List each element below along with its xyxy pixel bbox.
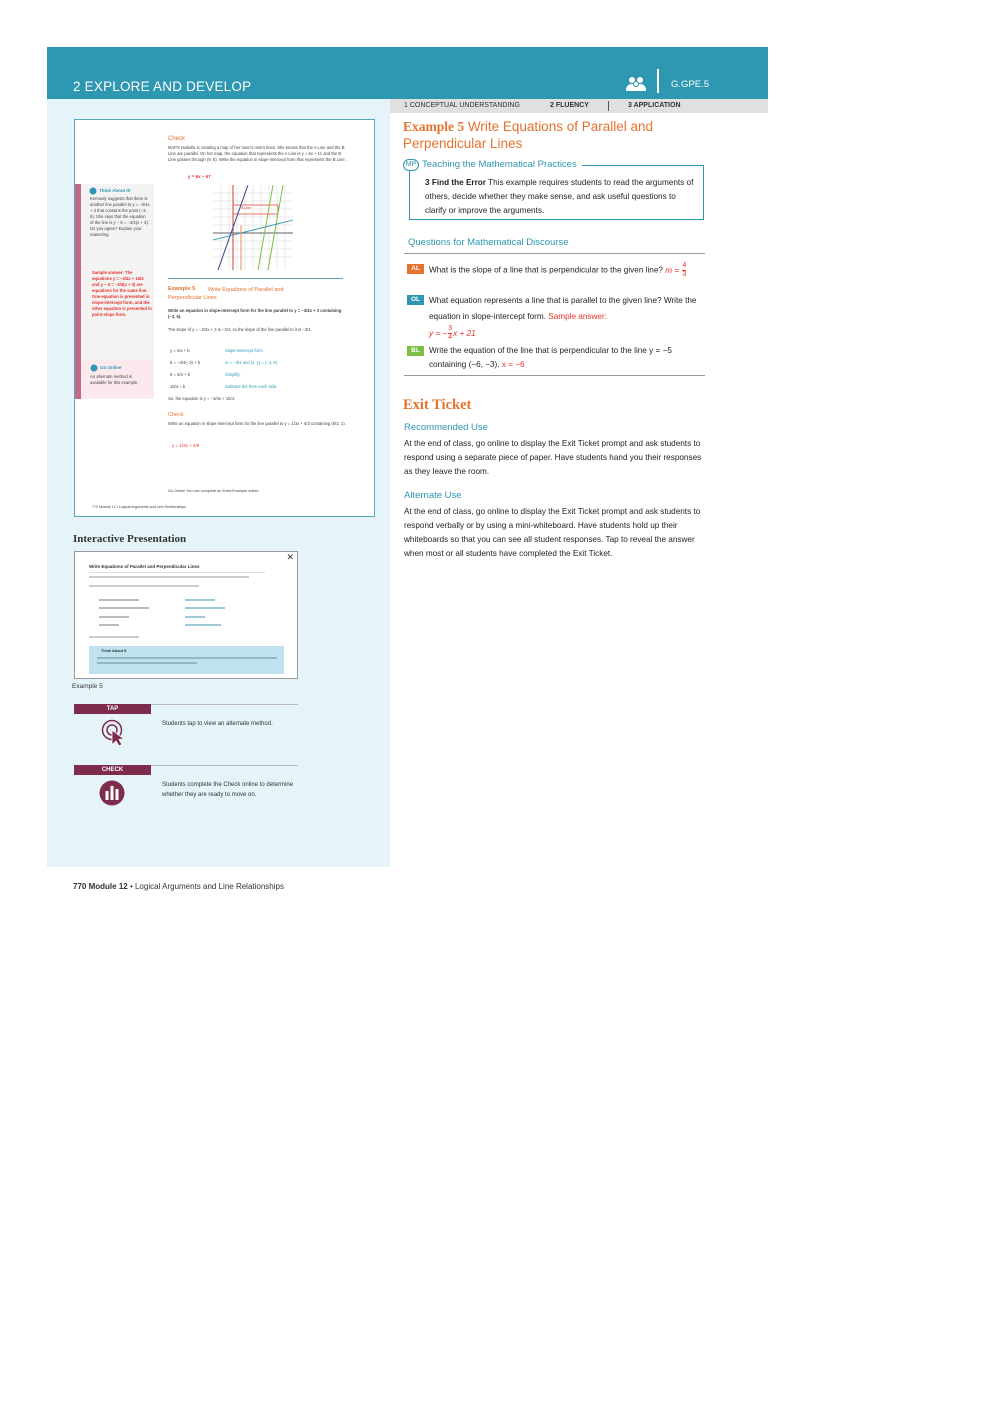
question-ol xyxy=(429,293,701,342)
question-bl-answer: x = −6 xyxy=(501,360,525,369)
ip-step-line xyxy=(185,599,215,601)
fraction-numerator: 4 xyxy=(682,262,687,269)
tab-fluency: 2 FLUENCY xyxy=(550,102,589,109)
check-rule xyxy=(151,765,298,766)
thumb-step-reason: m = −3/4 and (x, y) = (−3, 6) xyxy=(225,360,278,365)
ip-text-line xyxy=(89,636,139,638)
thumb-sample-answer: Sample answer: The equations y = −3/4x + 15/4 and y − 6 = −3/4(x + 3) are equations for the same line. One equation is presented in slope-intercept form, and the other equation is presented in point-slope form. xyxy=(92,270,152,317)
thumb-check2-answer: y = 1/3x + 4/9 xyxy=(172,443,200,448)
answer-fraction xyxy=(682,262,686,279)
level-badge-al: AL xyxy=(407,264,424,274)
thumb-step-reason: Slope-intercept form xyxy=(225,348,263,353)
ip-step-line xyxy=(99,616,129,618)
tab-separator xyxy=(608,101,609,111)
exit-ticket-title: Exit Ticket xyxy=(403,397,472,413)
footer-module: Module 12 xyxy=(88,882,128,891)
find-the-error-label: 3 Find the Error xyxy=(425,178,486,187)
thumb-check-label: Check xyxy=(168,136,186,142)
teaching-practices-heading xyxy=(403,159,582,171)
level-badge-bl: BL xyxy=(407,346,424,356)
recommended-use-heading: Recommended Use xyxy=(404,422,488,433)
ip-step-line xyxy=(185,616,205,618)
thumb-conclusion: So, the equation is y = −3/4x + 15/4. xyxy=(168,396,236,401)
question-bl xyxy=(429,344,701,372)
tap-rule xyxy=(151,704,298,705)
sample-answer-label: Sample answer: xyxy=(548,312,607,321)
thumb-divider xyxy=(168,278,343,279)
question-al-answer xyxy=(665,262,687,278)
standard-code: G.GPE.5 xyxy=(671,79,710,90)
thumb-example-title: Write Equations of Parallel and Perpendicular Lines xyxy=(168,287,284,301)
thumb-step-reason: Subtract 9/4 from each side. xyxy=(225,384,278,389)
thumb-think-text: Kennedy suggests that there is another line parallel to y = −3/4x + 3 that contains the point (−3, 6). She says that the equation of the line is y − 6 = −3/4(x + 3). Do you agree? Explain your reasoning. xyxy=(90,196,150,237)
thumb-graph-label: B Line xyxy=(241,206,251,210)
discourse-bottom-rule xyxy=(404,375,705,376)
tap-label: TAP xyxy=(74,704,151,714)
fraction-denominator: 3 xyxy=(682,271,687,278)
thumb-check2-label: Check xyxy=(168,412,184,418)
recommended-use-text: At the end of class, go online to display the Exit Ticket prompt and ask students to respond using a separate piece of paper. Have students hand you their responses as they leave the room. xyxy=(404,439,702,476)
thumb-example-label: Example 5 xyxy=(168,286,196,292)
fraction-denominator: 4 xyxy=(448,334,453,341)
fraction-numerator: 3 xyxy=(448,325,453,332)
thumb-go-online-text: An alternate method is available for this example. xyxy=(90,374,139,385)
ip-think-line xyxy=(97,662,197,664)
level-badge-ol: OL xyxy=(407,295,424,305)
thumb-step-eq: 6 = 9/4 + b xyxy=(170,372,191,377)
question-al-text: What is the slope of a line that is perpendicular to the given line? xyxy=(429,265,663,275)
example-title: Write Equations of Parallel and Perpendicular Lines xyxy=(403,119,654,151)
thumb-go-online-extra: Go Online You can complete an Extra Example online. xyxy=(168,489,260,493)
thumb-think-label: Think About It! xyxy=(99,188,131,193)
example-heading xyxy=(403,118,703,152)
ip-step-line xyxy=(185,624,221,626)
ip-think-line xyxy=(97,657,277,659)
alternate-use-text: At the end of class, go online to display the Exit Ticket prompt and ask students to respond verbally or by using a mini-whiteboard. Have students hold up their whiteboards so that you can see all student responses. Tap to reveal the answer when most or all students have completed the Exit Ticket. xyxy=(404,507,701,558)
student-page-thumbnail xyxy=(74,119,375,517)
thumb-prompt: Write an equation in slope-intercept form for the line parallel to y = −3/4x + 3 containing (−3, 6). xyxy=(168,308,342,319)
thumb-go-online: Go Online xyxy=(100,365,122,370)
thumb-step-eq: 15/4 = b xyxy=(170,384,186,389)
tap-description: Students tap to view an alternate method. xyxy=(162,721,273,727)
ip-text-line xyxy=(89,585,199,587)
rigor-tabs xyxy=(390,99,768,113)
check-label: CHECK xyxy=(74,765,151,775)
answer-part: x + 21 xyxy=(453,328,476,338)
tap-cursor-icon xyxy=(101,719,126,746)
ip-caption: Example 5 xyxy=(72,683,103,690)
answer-part: y = − xyxy=(429,328,448,338)
teaching-practices-text xyxy=(425,176,697,218)
footer-title: Logical Arguments and Line Relationships xyxy=(134,882,284,891)
question-ol-answer xyxy=(429,325,476,341)
thumb-step-reason: Simplify. xyxy=(225,372,241,377)
tab-conceptual: 1 CONCEPTUAL UNDERSTANDING xyxy=(404,102,520,109)
section-header-bar xyxy=(47,47,768,99)
answer-fraction xyxy=(448,325,452,342)
thumb-check-text: MAPS Isabella is creating a map of her town's metro lines. She knows that the A Line and the B Line are parallel. On her map, the equation that represents the A Line is y = 6x + 11 and the B Line passes through (9, 5). Write the equation in slope-intercept form that represents the B Line. xyxy=(168,145,346,162)
group-people-icon xyxy=(625,75,647,93)
ip-step-line xyxy=(185,607,225,609)
thumb-step-eq: 6 = −3/4(−3) + b xyxy=(170,360,201,365)
discourse-heading: Questions for Mathematical Discourse xyxy=(408,237,569,248)
answer-prefix: m = xyxy=(665,265,680,275)
close-icon[interactable]: ✕ xyxy=(286,552,294,562)
header-divider xyxy=(657,69,659,93)
tab-application: 3 APPLICATION xyxy=(628,102,681,109)
page-footer xyxy=(73,882,284,891)
thumb-footer: 770 Module 12 • Logical Arguments and Line Relationships xyxy=(92,505,186,509)
footer-bullet: • xyxy=(129,882,135,891)
ip-step-line xyxy=(99,607,149,609)
teaching-practices-title: Teaching the Mathematical Practices xyxy=(422,159,577,170)
section-title: 2 EXPLORE AND DEVELOP xyxy=(73,79,252,94)
ip-text-line xyxy=(89,576,249,578)
mp-badge-icon: MP xyxy=(403,159,419,171)
think-icon xyxy=(89,187,97,195)
interactive-presentation-preview[interactable] xyxy=(74,551,298,679)
thumb-check2-text: Write an equation in slope-intercept form for the line parallel to y = 1/3x + 5/3 containing (5/3, 1). xyxy=(168,421,346,426)
alternate-use-heading: Alternate Use xyxy=(404,490,462,501)
interactive-presentation-title: Interactive Presentation xyxy=(73,533,187,545)
thumb-graph xyxy=(213,185,293,270)
question-al xyxy=(429,262,701,279)
discourse-top-rule xyxy=(404,253,705,254)
ip-step-line xyxy=(99,624,119,626)
ip-rule xyxy=(89,572,265,573)
question-bl-text: Write the equation of the line that is perpendicular to the line y = −5 containing (−6, −3). xyxy=(429,346,672,369)
thumb-step-eq: y = mx + b xyxy=(170,348,190,353)
find-the-error-text: This example requires students to read the arguments of others, decide whether they make sense, and ask useful questions to clarify or improve the arguments. xyxy=(425,178,694,215)
ip-think-label: Think About It xyxy=(101,649,127,653)
ip-step-line xyxy=(99,599,139,601)
example-label: Example 5 xyxy=(403,119,465,134)
thumb-slope-text: The slope of y = −3/4x + 3 is −3/4, so the slope of the line parallel to it is −3/4. xyxy=(168,327,312,332)
ip-window-title: Write Equations of Parallel and Perpendicular Lines xyxy=(89,564,200,569)
ip-think-box xyxy=(89,646,284,674)
bar-chart-check-icon xyxy=(99,780,125,806)
check-description: Students complete the Check online to determine whether they are ready to move on. xyxy=(162,782,294,798)
thumb-check-answer: y = 6x − 67 xyxy=(188,174,211,179)
go-online-icon xyxy=(90,364,98,372)
question-ol-text: What equation represents a line that is parallel to the given line? Write the equation in slope-intercept form. xyxy=(429,296,697,321)
page-number: 770 xyxy=(73,882,87,891)
